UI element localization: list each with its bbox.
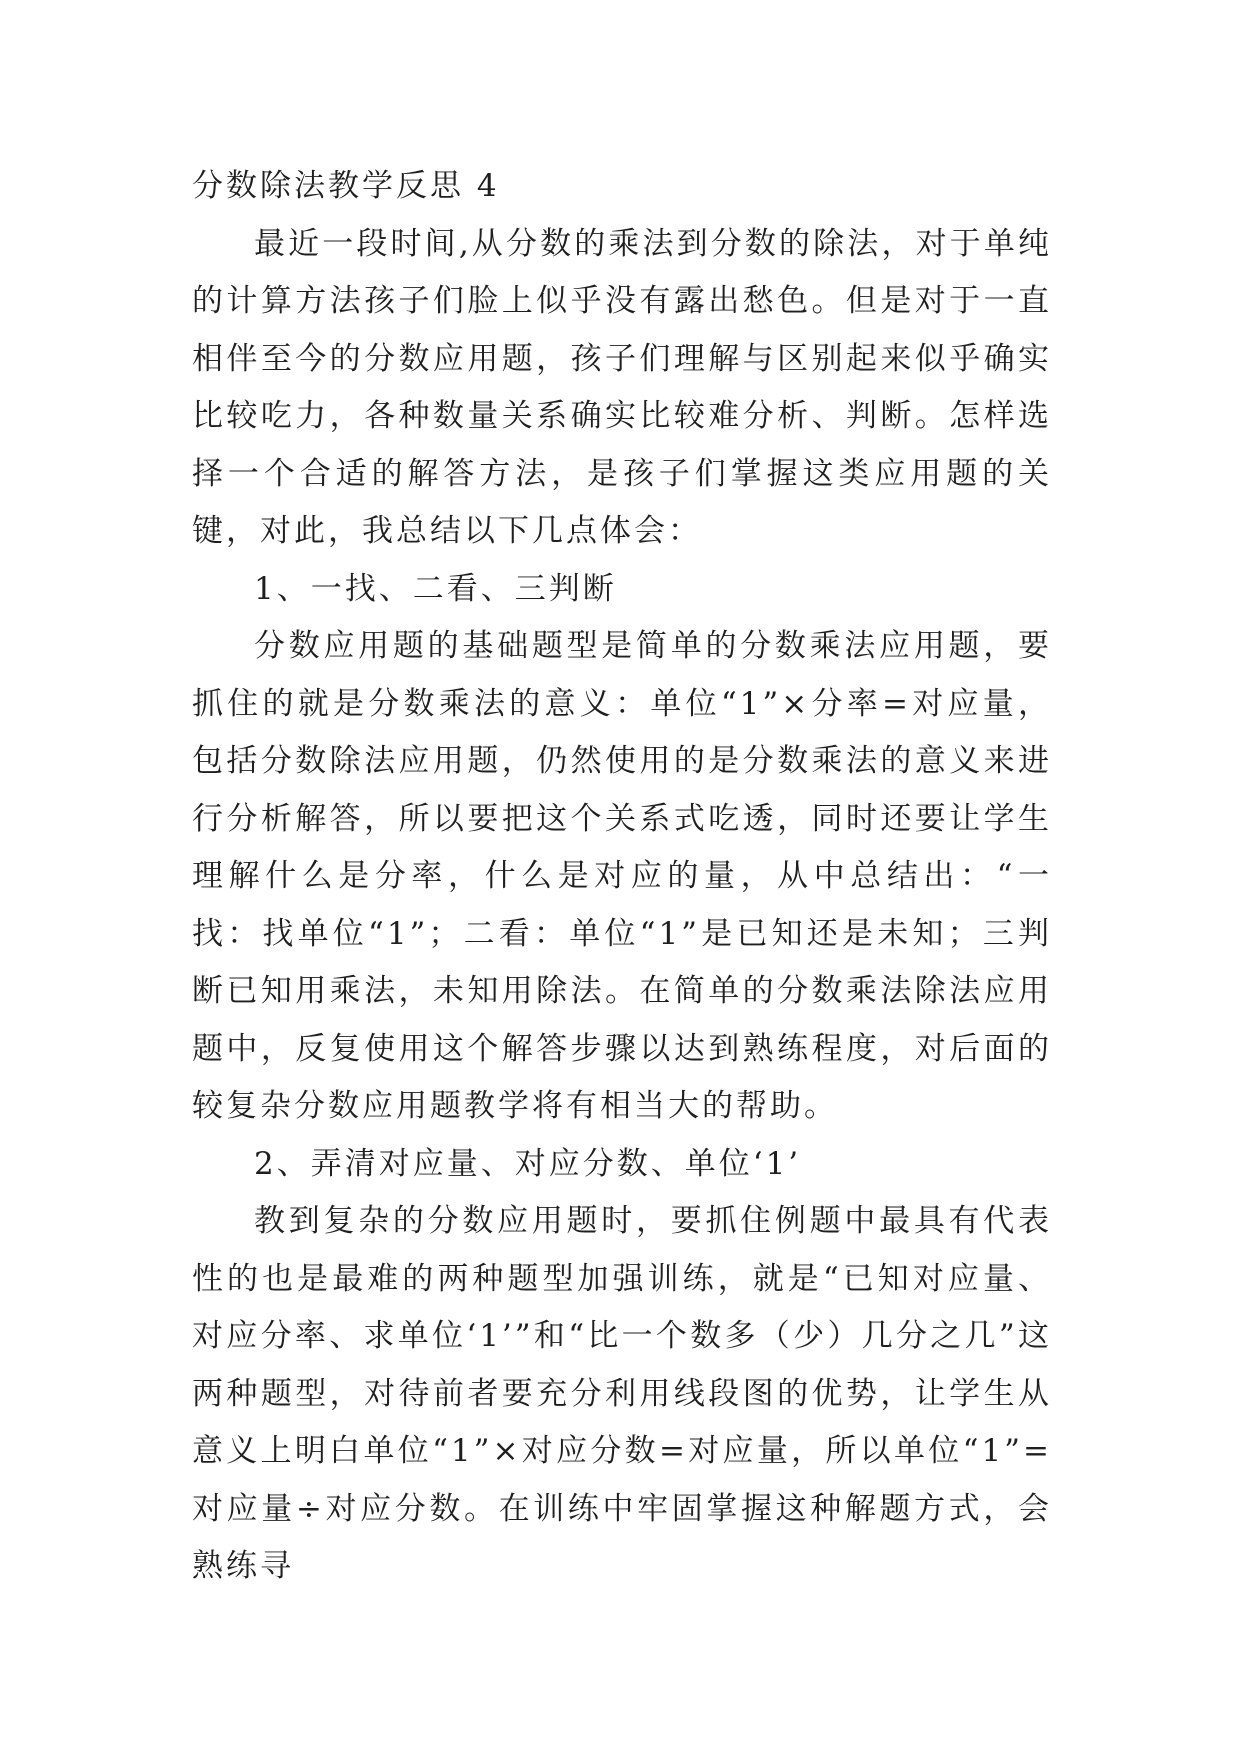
paragraph-intro: 最近一段时间,从分数的乘法到分数的除法，对于单纯的计算方法孩子们脸上似乎没有露出愁色。但是对于一直相伴至今的分数应用题，孩子们理解与区别起来似乎确实比较吃力，各种数量关系确实比较难分析、判断。怎样选择一个合适的解答方法，是孩子们掌握这类应用题的关键，对此，我总结以下几点体会：: [192, 225, 1052, 549]
document-title: 分数除法教学反思 4: [192, 168, 500, 204]
paragraph-section-2: 教到复杂的分数应用题时，要抓住例题中最具有代表性的也是最难的两种题型加强训练，就是“已知对应量、对应分率、求单位‘1’”和“比一个数多（少）几分之几”这两种题型，对待前者要充分利用线段图的优势，让学生从意义上明白单位“1”×对应分数=对应量，所以单位“1”=对应量÷对应分数。在训练中牢固掌握这种解题方式，会熟练寻: [192, 1203, 1052, 1584]
section-heading-1: 1、一找、二看、三判断: [254, 570, 617, 607]
paragraph-section-1: 分数应用题的基础题型是简单的分数乘法应用题，要抓住的就是分数乘法的意义：单位“1”×分率=对应量，包括分数除法应用题，仍然使用的是分数乘法的意义来进行分析解答，所以要把这个关系式吃透，同时还要让学生理解什么是分率，什么是对应的量，从中总结出：“一找：找单位“1”；二看：单位“1”是已知还是未知；三判断已知用乘法，未知用除法。在简单的分数乘法除法应用题中，反复使用这个解答步骤以达到熟练程度，对后面的较复杂分数应用题教学将有相当大的帮助。: [192, 628, 1052, 1124]
document-body: [192, 158, 1052, 1596]
section-heading-2: 2、弄清对应量、对应分数、单位‘1’: [254, 1145, 802, 1182]
